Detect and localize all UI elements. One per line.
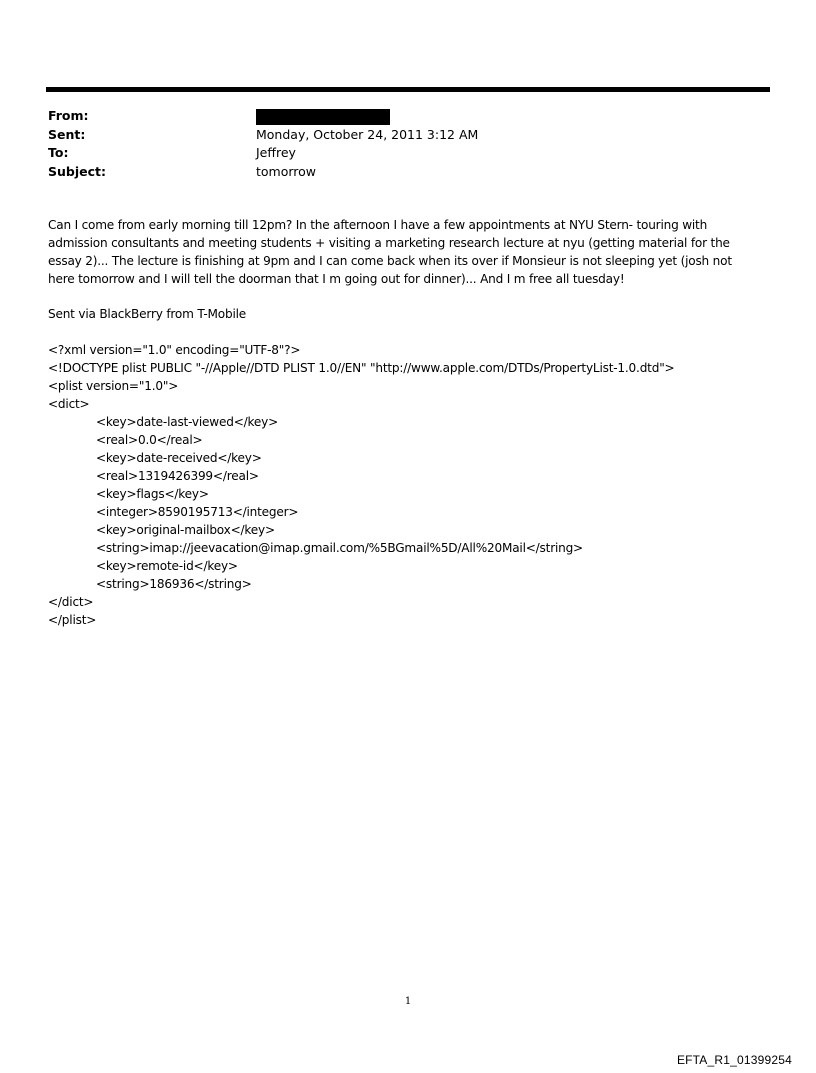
to-value: Jeffrey xyxy=(256,145,296,160)
to-label: To: xyxy=(48,145,69,160)
plist-line: <key>remote-id</key> xyxy=(96,559,238,573)
from-row xyxy=(48,107,748,126)
email-signature: Sent via BlackBerry from T-Mobile xyxy=(48,307,247,321)
sent-row xyxy=(48,126,748,145)
subject-row xyxy=(48,163,748,182)
plist-line: <real>1319426399</real> xyxy=(96,469,259,483)
subject-value: tomorrow xyxy=(256,163,317,179)
plist-line: <plist version="1.0"> xyxy=(48,379,179,393)
plist-line: <key>flags</key> xyxy=(96,487,209,501)
plist-line: <?xml version="1.0" encoding="UTF-8"?> xyxy=(48,343,301,357)
to-row xyxy=(48,144,748,163)
subject-label: Subject: xyxy=(48,163,106,179)
document-id: EFTA_R1_01399254 xyxy=(676,1053,792,1067)
sent-value: Monday, October 24, 2011 3:12 AM xyxy=(256,126,479,142)
plist-line: </plist> xyxy=(48,613,97,627)
redacted-sender xyxy=(256,109,390,125)
plist-line: <key>date-last-viewed</key> xyxy=(96,415,278,429)
from-label: From: xyxy=(48,108,89,123)
plist-metadata xyxy=(48,341,768,629)
plist-line: <string>186936</string> xyxy=(96,577,252,591)
sent-label: Sent: xyxy=(48,126,86,142)
plist-line: <!DOCTYPE plist PUBLIC "-//Apple//DTD PLIST 1.0//EN" "http://www.apple.com/DTDs/PropertyList-1.0.dtd"> xyxy=(48,361,675,375)
plist-line: <integer>8590195713</integer> xyxy=(96,505,299,519)
email-header xyxy=(48,107,748,181)
plist-line: </dict> xyxy=(48,595,94,609)
plist-line: <real>0.0</real> xyxy=(96,433,203,447)
plist-line: <key>date-received</key> xyxy=(96,451,262,465)
email-message: Can I come from early morning till 12pm? In the afternoon I have a few appointments at NYU Stern- touring with admission consultants and meeting students + visiting a marketing research lecture at nyu (getting material for the essay 2)... The lecture is finishing at 9pm and I can come back when its over if Monsieur is not sleeping yet (josh not here tomorrow and I will tell the doorman that I m going out for dinner)... And I m free all tuesday! xyxy=(48,218,732,286)
page-number: 1 xyxy=(404,996,412,1007)
header-divider xyxy=(46,87,770,92)
plist-line: <key>original-mailbox</key> xyxy=(96,523,275,537)
plist-line: <string>imap://jeevacation@imap.gmail.com/%5BGmail%5D/All%20Mail</string> xyxy=(96,541,583,555)
plist-line: <dict> xyxy=(48,397,90,411)
